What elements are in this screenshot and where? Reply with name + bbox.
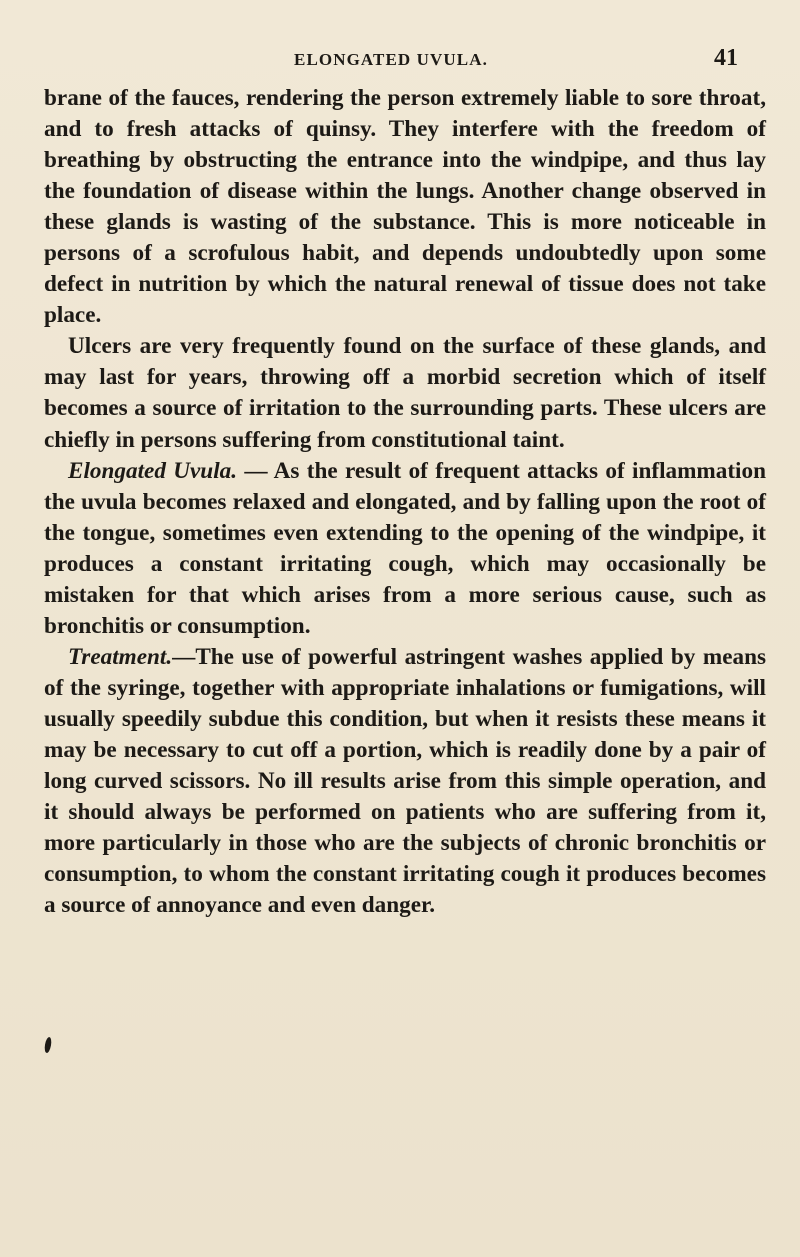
running-head — [44, 45, 738, 78]
paragraph-text: brane of the fauces, rendering the person extremely liable to sore throat, and to fresh attacks of quinsy. They interfere with the freedom of breathing by obstructing the entrance into the windpipe, and thus lay the foundation of disease within the lungs. Another change observed in these glands is wasting of the substance. This is more noticeable in persons of a scrofulous habit, and depends undoubtedly upon some defect in nutrition by which the natural renewal of tissue does not take place. — [44, 85, 766, 329]
paragraph-text: —The use of powerful astringent washes applied by means of the syringe, together with appropriate inhalations or fumigations, will usually speedily subdue this condition, but when it resists these means it may be necessary to cut off a portion, which is readily done by a pair of long curved scissors. No ill results arise from this simple operation, and it should always be performed on patients who are suffering from it, more particularly in those who are the subjects of chronic bronchitis or consumption, to whom the constant irritating cough it produces becomes a source of annoyance and even danger. — [44, 643, 766, 919]
page-number: 41 — [714, 45, 738, 71]
running-title: ELONGATED UVULA. — [294, 50, 488, 69]
paragraph-treatment — [44, 642, 766, 921]
paragraph-text: Ulcers are very frequently found on the surface of these glands, and may last for years, throwing off a morbid secretion which of itself becomes a source of irritation to the surrounding parts. These ulcers are chiefly in persons suffering from constitutional taint. — [44, 333, 766, 453]
body-text — [44, 83, 766, 921]
paragraph-elongated-uvula — [44, 456, 766, 642]
paragraph-glands-continuation — [44, 83, 766, 331]
ink-speck — [44, 1037, 53, 1054]
section-heading-elongated-uvula: Elongated Uvula. — [68, 457, 238, 484]
section-heading-treatment: Treatment. — [68, 643, 173, 670]
paragraph-ulcers — [44, 331, 766, 455]
paragraph-text: — As the result of frequent attacks of inflammation the uvula becomes relaxed and elongated, and by falling upon the root of the tongue, sometimes even extending to the opening of the windpipe, it produces a constant irritating cough, which may occasionally be mistaken for that which arises from a more serious cause, such as bronchitis or consumption. — [44, 457, 766, 639]
